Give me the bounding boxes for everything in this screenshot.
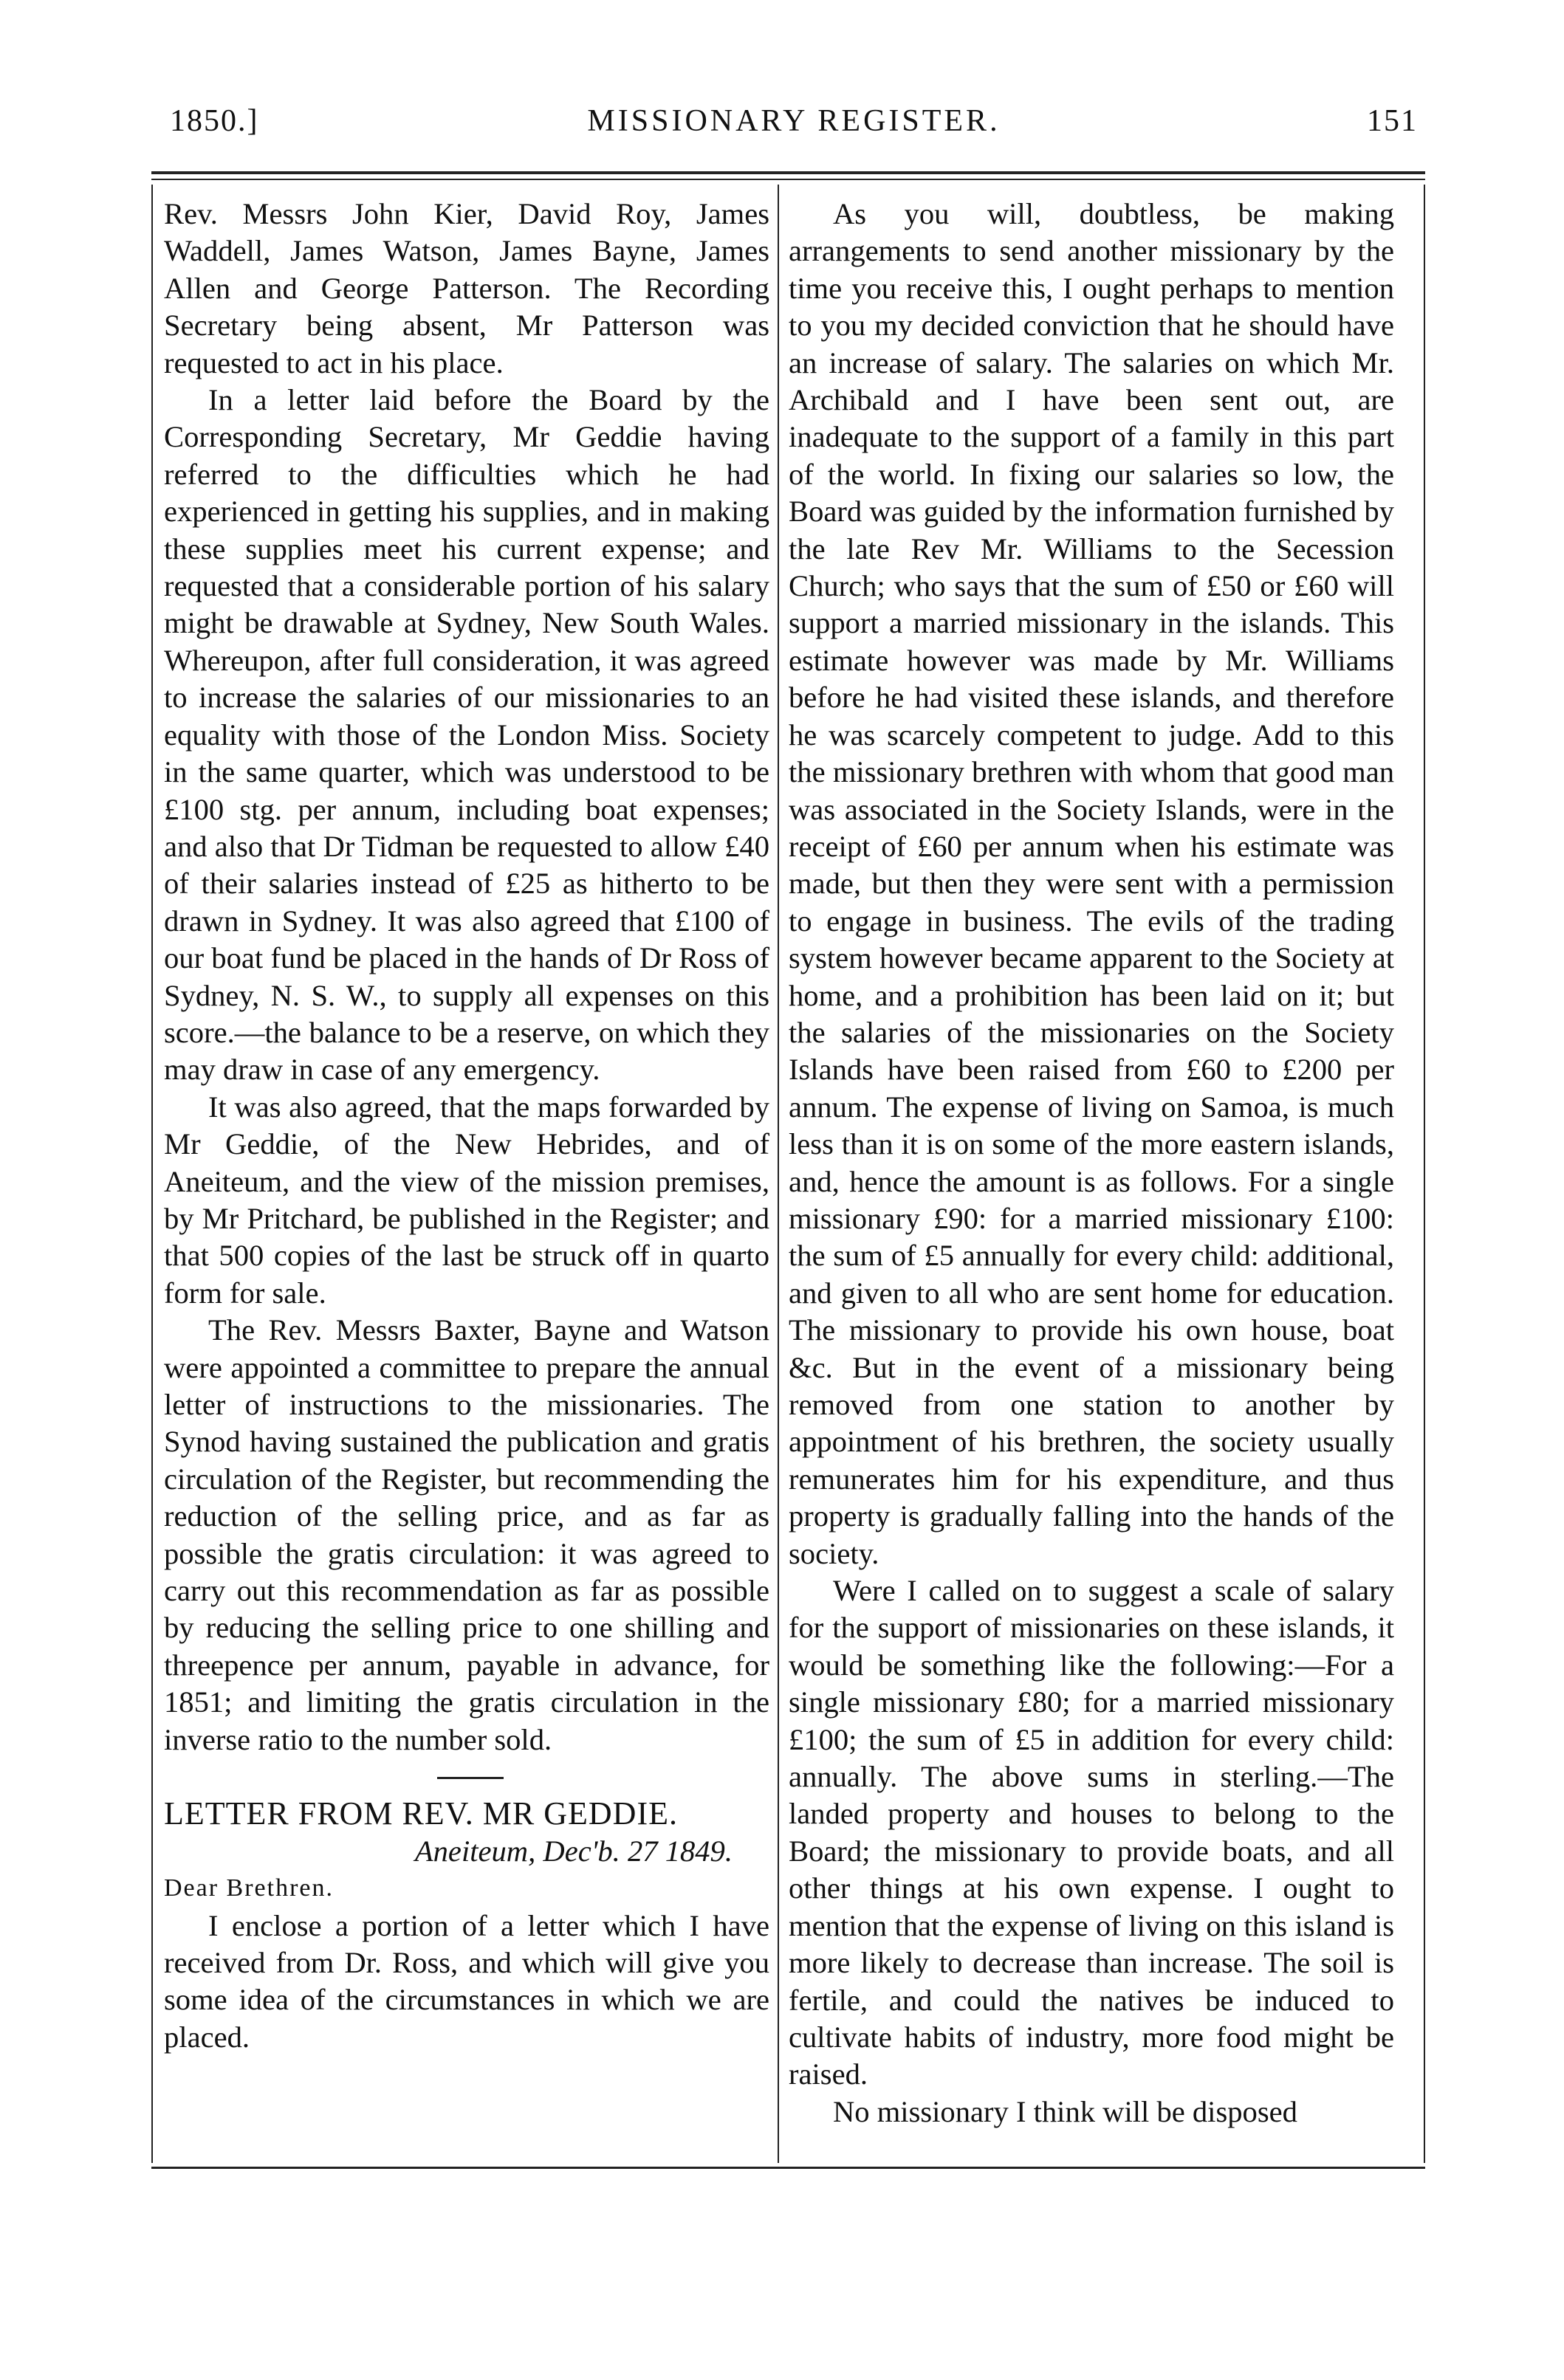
letter-dateline: Aneiteum, Dec'b. 27 1849. — [414, 1834, 733, 1868]
right-column — [789, 196, 1394, 2130]
header-rule — [151, 171, 1425, 174]
col1-paragraph-5: I enclose a portion of a letter which I have received from Dr. Ross, and which will give you some idea of the circumstances in which we are placed. — [164, 1908, 769, 2054]
section-separator — [164, 1758, 769, 1795]
col1-paragraph-2: In a letter laid before the Board by the Corresponding Secretary, Mr Geddie having referred to the difficulties which he had experienced in getting his supplies, and in making these supplies meet his current expense; and requested that a considerable portion of his salary might be drawable at Sydney, New South Wales. Whereupon, after full consideration, it was agreed to increase the salaries of our missionaries to an equality with those of the London Miss. Society in the same quarter, which was understood to be £100 stg. per annum, including boat expenses; and also that Dr Tidman be requested to allow £40 of their salaries instead of £25 as hitherto to be drawn in Sydney. It was also agreed that £100 of our boat fund be placed in the hands of Dr Ross of Sydney, N. S. W., to supply all expenses on this score.—the balance to be a reserve, on which they may draw in case of any emergency. — [164, 383, 769, 1087]
right-border — [1424, 185, 1425, 2163]
header-page-number: 151 — [1367, 104, 1418, 138]
page-header — [170, 103, 1418, 155]
header-year: 1850.] — [170, 104, 259, 138]
left-border — [151, 185, 153, 2163]
header-rule-thin — [151, 179, 1425, 180]
col1-paragraph-1: Rev. Messrs John Kier, David Roy, James Waddell, James Watson, James Bayne, James Allen and George Patterson. The Recording Secretary being absent, Mr Patterson was requested to act in his place. — [164, 197, 769, 379]
column-divider — [778, 185, 779, 2163]
letter-heading: LETTER FROM REV. MR GEDDIE. — [164, 1795, 678, 1832]
header-title: MISSIONARY REGISTER. — [587, 104, 1001, 138]
col1-paragraph-4: The Rev. Messrs Baxter, Bayne and Watson were appointed a committee to prepare the annual letter of instructions to the missionaries. The Synod having sustained the publication and gratis circulation of the Register, but recommending the reduction of the selling price, and as far as possible the gratis circulation: it was agreed to carry out this recommendation as far as possible by reducing the selling price to one shilling and threepence per annum, payable in advance, for 1851; and limiting the gratis circulation in the inverse ratio to the number sold. — [164, 1313, 769, 1756]
left-column — [164, 196, 769, 2056]
col2-paragraph-2: Were I called on to suggest a scale of salary for the support of missionaries on these islands, it would be something like the following:—For a single missionary £80; for a married missionary £100; the sum of £5 in addition for every child: annually. The above sums in sterling.—The landed property and houses to belong to the Board; the missionary to provide boats, and all other things at his own expense. I ought to mention that the expense of living on this island is more likely to decrease than increase. The soil is fertile, and could the natives be induced to cultivate habits of industry, more food might be raised. — [789, 1574, 1394, 2091]
footer-rule — [151, 2167, 1425, 2169]
col2-paragraph-3: No missionary I think will be disposed — [833, 2094, 1297, 2128]
col2-paragraph-1: As you will, doubtless, be making arrangements to send another missionary by the time you receive this, I ought perhaps to mention to you my decided conviction that he should have an increase of salary. The salaries on which Mr. Archibald and I have been sent out, are inadequate to the support of a family in this part of the world. In fixing our salaries so low, the Board was guided by the information furnished by the late Rev Mr. Williams to the Secession Church; who says that the sum of £50 or £60 will support a married missionary in the islands. This estimate however was made by Mr. Williams before he had visited these islands, and therefore he was scarcely competent to judge. Add to this the missionary brethren with whom that good man was associated in the Society Islands, were in the receipt of £60 per annum when his estimate was made, but then they were sent with a permission to engage in business. The evils of the trading system however became apparent to the Society at home, and a prohibition has been laid on it; but the salaries of the missionaries on the Society Islands have been raised from £60 to £200 per annum. The expense of living on Samoa, is much less than it is on some of the more eastern islands, and, hence the amount is as follows. For a single missionary £90: for a married missionary £100: the sum of £5 annually for every child: additional, and given to all who are sent home for education. The missionary to provide his own house, boat &c. But in the event of a missionary being removed from one station to another by appointment of his brethren, the society usually remunerates him for his expenditure, and thus property is gradually falling into the hands of the society. — [789, 197, 1394, 1570]
col1-paragraph-3: It was also agreed, that the maps forwarded by Mr Geddie, of the New Hebrides, and of Aneiteum, and the view of the mission premises, by Mr Pritchard, be published in the Register; and that 500 copies of the last be struck off in quarto form for sale. — [164, 1090, 769, 1310]
letter-salutation: Dear Brethren. — [164, 1874, 335, 1902]
